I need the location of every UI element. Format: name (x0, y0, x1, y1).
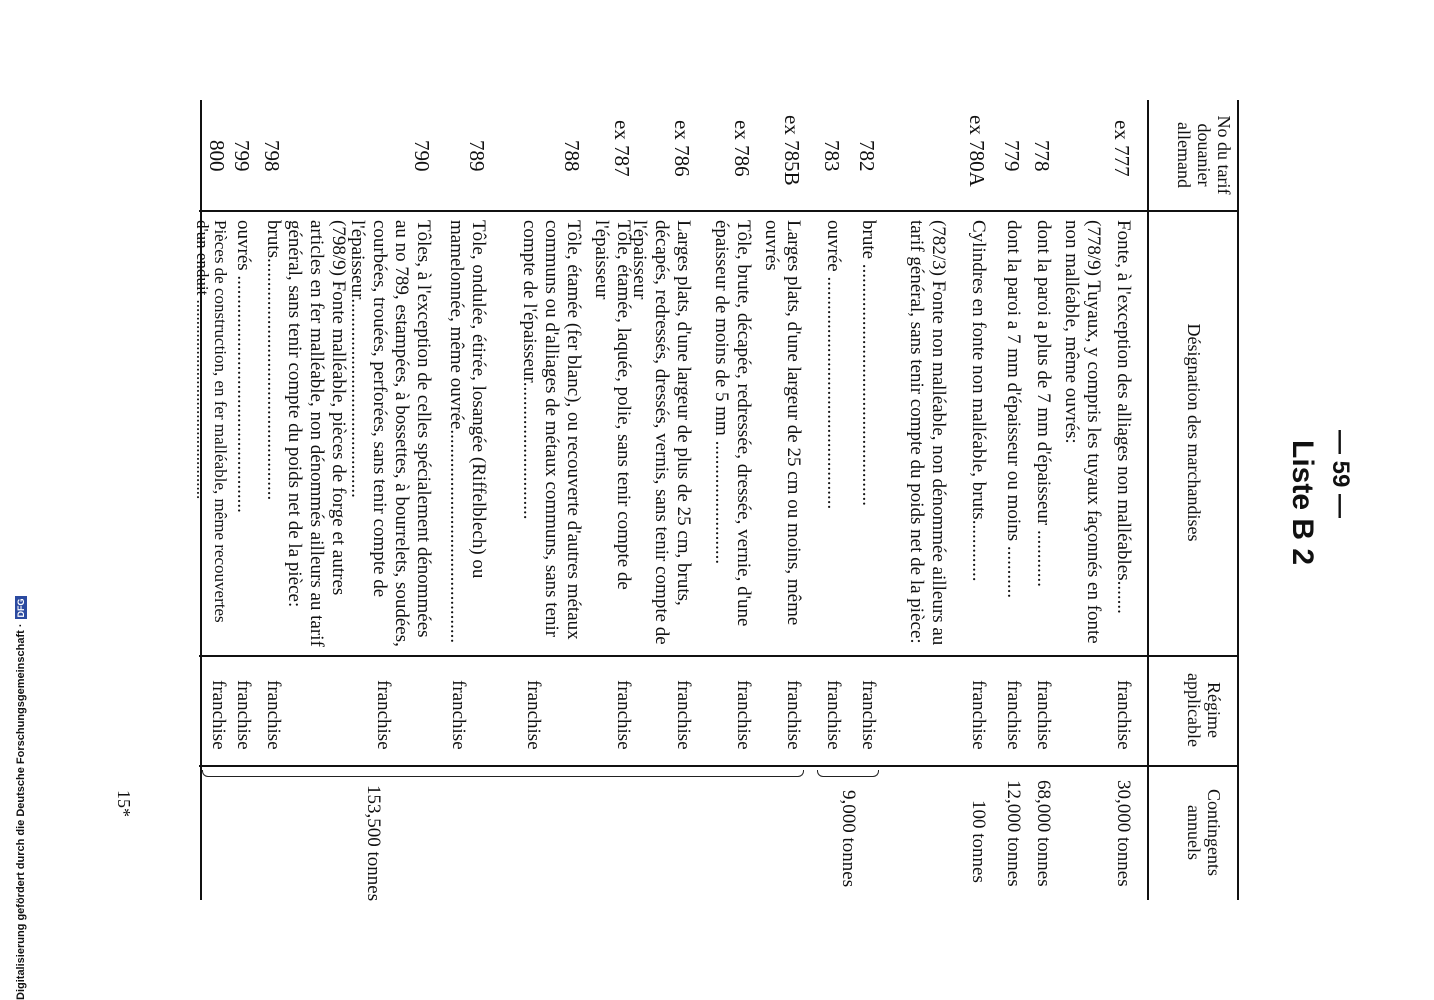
designation-text: (778/9) Tuyaux, y compris les tuyaux façonnés en fonte non malléable, même ouvrés: (1061, 220, 1104, 644)
header-regime: Régime applicable (1184, 673, 1224, 747)
tarif-number: ex 786 (730, 120, 754, 177)
designation-text: Tôle, brute, décapée, redressée, dressée, vernie, d'une épaisseur de moins de 5 mm .......................... (711, 220, 754, 627)
designation-text: dont la paroi a plus de 7 mm d'épaisseur ............ (1033, 220, 1054, 587)
designation-text: (782/3) Fonte non malléable, non dénommée ailleurs au tarif général, sans tenir compte du poids net de la pièce: (906, 220, 949, 646)
regime-value: franchise (263, 680, 284, 750)
column-rule-2 (199, 655, 1239, 657)
designation-text: (798/9) Fonte malléable, pièces de forge et autres articles en fer malléable, non dénommés ailleurs au tarif général, sans tenir compte du poids net de la pièce: (284, 220, 349, 647)
regime-value: franchise (673, 680, 694, 750)
regime-value: franchise (783, 680, 804, 750)
designation-text: Larges plats, d'une largeur de plus de 25 cm, bruts, décapés, redressés, dressés, vernis, sans tenir compte de l'épaisseur (629, 220, 694, 645)
contingent-value: 68,000 tonnes (1033, 780, 1054, 887)
tarif-number: 800 (205, 140, 229, 172)
regime-value: franchise (233, 680, 254, 750)
designation-text: Tôles, à l'exception de celles spécialement dénommées au no 789, estampées, à bossettes, à bourrelets, soudées, courbées, trouées, perforées, sans tenir compte de l'épaisseur.......................................... (347, 220, 434, 647)
page-number: — 59 — (1327, 430, 1354, 519)
contingent-value: 153,500 tonnes (363, 785, 384, 902)
contingent-value: 100 tonnes (968, 800, 989, 883)
tarif-number: 778 (1030, 140, 1054, 172)
designation-text: brute ................................................... (858, 220, 879, 507)
contingent-value: 9,000 tonnes (838, 790, 859, 888)
list-title: Liste B 2 (1286, 440, 1319, 566)
designation-text: Pièces de construction, en fer malléable, même recouvertes d'un enduit ............................................... (193, 220, 230, 623)
regime-value: franchise (858, 680, 879, 750)
header-contingents: Contingents annuels (1184, 788, 1224, 876)
brace-785-800 (202, 770, 804, 777)
designation-text: Tôle, étamée (fer blanc), ou recouverte d'autres métaux communs ou d'alliages de métaux communs, sans tenir compte de l'épaisseur............................. (519, 220, 584, 640)
tarif-number: 782 (855, 140, 879, 172)
contingent-value: 12,000 tonnes (1003, 780, 1024, 887)
contingent-value: 30,000 tonnes (1113, 780, 1134, 887)
designation-text: Larges plats, d'une largeur de 25 cm ou moins, même ouvrés (761, 220, 804, 626)
digitization-note (14, 600, 28, 1000)
designation-text: Cylindres en fonte non malléable, bruts............. (968, 220, 989, 582)
header-designation: Désignation des marchandises (1184, 323, 1204, 542)
tarif-number: ex 786 (670, 120, 694, 177)
designation-text: ouvrés .................................................. (233, 220, 254, 513)
table-top-rule (1237, 100, 1239, 900)
regime-value: franchise (1003, 680, 1024, 750)
designation-text: Tôle, ondulée, étirée, losangée (Riffelblech) ou mamelonnée, même ouvrée............................................. (446, 220, 489, 644)
regime-value: franchise (1113, 680, 1134, 750)
tarif-number: ex 787 (610, 120, 634, 177)
designation-text: bruts................................................... (263, 220, 284, 501)
regime-value: franchise (208, 680, 229, 750)
designation-text: Fonte, à l'exception des alliages non malléables....... (1113, 220, 1134, 614)
header-tarif: No du tarif douanier allemand (1174, 115, 1234, 195)
regime-value: franchise (823, 680, 844, 750)
regime-value: franchise (523, 680, 544, 750)
regime-value: franchise (733, 680, 754, 750)
column-rule-1 (199, 210, 1239, 212)
regime-value: franchise (968, 680, 989, 750)
signature-mark: 15* (114, 790, 134, 817)
regime-value: franchise (613, 680, 634, 750)
tarif-number: ex 780A (965, 115, 989, 187)
brace-782-783 (817, 770, 879, 777)
designation-text: ouvrée ................................................. (823, 220, 844, 510)
tarif-number: ex 777 (1110, 120, 1134, 177)
tarif-number: ex 785B (780, 115, 804, 186)
tarif-number: 788 (560, 140, 584, 172)
tarif-number: 783 (820, 140, 844, 172)
column-rule-3 (199, 765, 1239, 767)
tarif-number: 798 (260, 140, 284, 172)
digitization-text: Digitalisierung gefördert durch die Deutsche Forschungsgemeinschaft · (15, 623, 27, 1000)
tarif-number: 799 (230, 140, 254, 172)
designation-text: Tôle, étamée, laquée, polie, sans tenir compte de l'épaisseur (591, 220, 634, 590)
regime-value: franchise (448, 680, 469, 750)
regime-value: franchise (1033, 680, 1054, 750)
header-bottom-rule (1147, 100, 1149, 900)
tarif-number: 790 (410, 140, 434, 172)
designation-text: dont la paroi a 7 mm d'épaisseur ou moins ........... (1003, 220, 1024, 599)
tarif-number: 789 (465, 140, 489, 172)
dfg-logo: DFG (16, 598, 26, 618)
regime-value: franchise (373, 680, 394, 750)
tarif-number: 779 (1000, 140, 1024, 172)
